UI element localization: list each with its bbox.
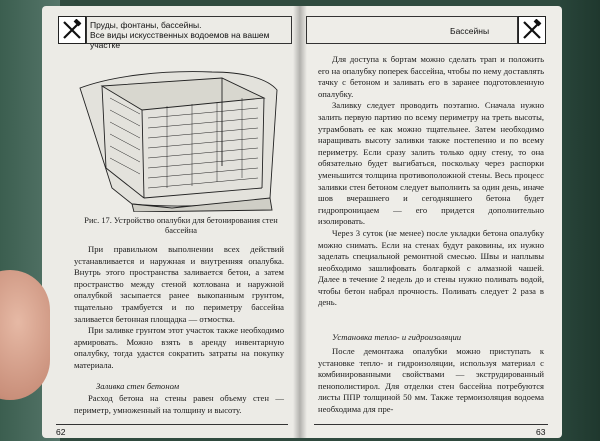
right-page-header: Бассейны [450, 26, 490, 36]
right-body-after [318, 346, 544, 416]
paragraph: При правильном выполнении всех действий устанавливается и наружная и внутренняя опалубка. Внутрь этого пространства заливается бетон, а затем пространство между стеной котлована и наружной опалубкой засыпается ранее выкопанным грунтом, тщательно трамбуется и по периметру бассейна заливается бетонная площадка — отмостка. [74, 244, 284, 324]
hammer-wrench-icon [518, 16, 546, 44]
page-number: 62 [56, 427, 66, 437]
section-subheading: Установка тепло- и гидроизоляции [332, 332, 462, 342]
right-page [300, 6, 562, 438]
thumb [0, 270, 50, 400]
left-body [74, 244, 284, 372]
left-page-header: Пруды, фонтаны, бассейны. Все виды искусственных водоемов на вашем участке [90, 20, 270, 50]
paragraph: При заливке грунтом этот участок также необходимо армировать. Можно взять в аренду инвентарную опалубку, тогда удастся сократить затраты на покупку материала. [74, 325, 284, 370]
left-body-after [74, 393, 284, 416]
footer-rule [56, 424, 288, 425]
paragraph: Заливку следует проводить поэтапно. Сначала нужно залить первую партию по всему периметру на треть высоты, утрамбовать ее как можно тщательнее. Затем необходимо наращивать высоту заливки также постепенно и по всему периметру. Если сразу залить только одну стену, то она обязательно будет выгибаться, поскольку через распорки уменьшится толщина противоположной стены. Весь процесс заливки стен бетоном следует выполнить за один день, иначе шов вчерашнего и сегодняшнего бетона будет гидропроницаем — его придется дополнительно изолировать. [318, 100, 544, 227]
formwork-illustration [72, 48, 282, 212]
paragraph: Расход бетона на стены равен объему стен — периметр, умноженный на толщину и высоту. [74, 393, 284, 415]
paragraph: После демонтажа опалубки можно приступать к установке тепло- и гидроизоляции, используя материал с комбинированными свойствами — экструдированный пенополистирол. Для отделки стен бассейна потребуются листы ППР толщиной 50 мм. Также термоизоляция водоема необходима для пре- [318, 346, 544, 414]
hammer-wrench-icon [58, 16, 86, 44]
paragraph: Для доступа к бортам можно сделать трап и положить его на опалубку поперек бассейна, чтобы по нему доставлять тачку с бетоном и заливать его в заранее подготовленную опалубку. [318, 54, 544, 99]
paragraph: Через 3 суток (не менее) после укладки бетона опалубку можно снимать. Если на стенах будут раковины, их нужно заделать специальной ремонтной смесью. Швы и наплывы необходимо зашлифовать болгаркой с алмазной чашей. Далее в течение 2 недель до и стены нужно поливать водой, чтобы бетон набрал прочность. Поливать следует 2 раза в день. [318, 227, 544, 308]
right-body [318, 54, 544, 309]
figure-caption: Рис. 17. Устройство опалубки для бетонирования стен бассейна [84, 216, 278, 235]
background-right [560, 0, 600, 441]
page-number: 63 [536, 427, 546, 437]
book-gutter [293, 6, 307, 438]
left-page [42, 6, 300, 438]
footer-rule [314, 424, 548, 425]
section-subheading: Заливка стен бетоном [96, 381, 180, 391]
